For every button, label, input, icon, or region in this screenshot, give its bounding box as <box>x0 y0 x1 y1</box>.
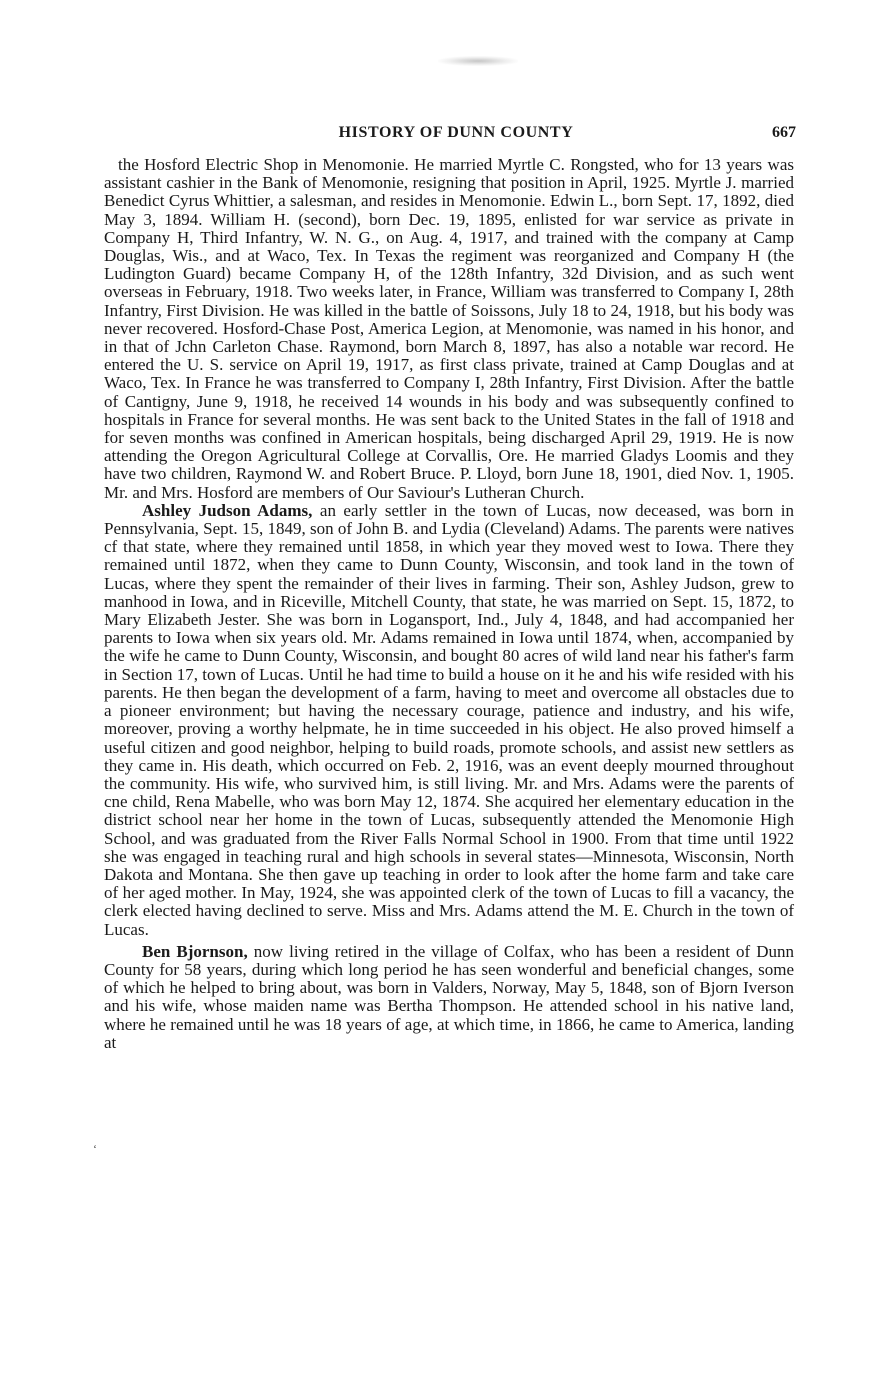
paragraph-text: an early settler in the town of Lucas, now deceased, was born in Pennsylvania, Sept. 15, 1849, son of John B. and Lydia (Cleveland) Adams. The parents were natives cf that state, where they remained until 1858, in which year they moved west to Iowa. There they remained until 1872, when they came to Dunn County, Wisconsin, and took land in the town of Lucas, where they spent the remainder of their lives in farming. Their son, Ashley Judson, grew to manhood in Iowa, and in Riceville, Mitchell County, that state, he was married on Sept. 15, 1872, to Mary Elizabeth Jester. She was born in Logansport, Ind., July 4, 1848, and had accompanied her parents to Iowa when six years old. Mr. Adams remained in Iowa until 1874, when, accompanied by the wife he came to Dunn County, Wisconsin, and bought 80 acres of wild land near his father's farm in Section 17, town of Lucas. Until he had time to build a house on it he and his wife resided with his parents. He then began the development of a farm, having to meet and overcome all obstacles due to a pioneer environment; but having the necessary courage, patience and industry, and his wife, moreover, proving a worthy helpmate, he in time succeeded in his object. He also proved himself a useful citizen and good neighbor, helping to build roads, promote schools, and assist new settlers as they came in. His death, which occurred on Feb. 2, 1916, was an event deeply mourned throughout the community. His wife, who survived him, is still living. Mr. and Mrs. Adams were the parents of cne child, Rena Mabelle, who was born May 12, 1874. She acquired her elementary education in the district school near her home in the town of Lucas, subsequently attended the Menomonie High School, and was graduated from the River Falls Normal School in 1900. From that time until 1922 she was engaged in teaching rural and high schools in several states—Minnesota, Wisconsin, North Dakota and Montana. She then gave up teaching in order to look after the home farm and take care of her aged mother. In May, 1924, she was appointed clerk of the town of Lucas to fill a vacancy, the clerk elected having declined to serve. Miss and Mrs. Adams attend the M. E. Church in the town of Lucas. <box>104 500 795 939</box>
body-text <box>104 156 794 1052</box>
entry-ashley-judson-adams <box>104 502 794 939</box>
entry-ben-bjornson <box>104 943 794 1052</box>
paragraph-text: now living retired in the village of Colfax, who has been a resident of Dunn County for 58 years, during which long period he has seen wonderful and beneficial changes, some of which he helped to bring about, was born in Valders, Norway, May 5, 1848, son of Bjorn Iverson and his wife, whose maiden name was Bertha Thompson. He attended school in his native land, where he remained until he was 18 years of age, at which time, in 1866, he came to America, landing at <box>104 941 794 1052</box>
margin-speck: ‘ <box>93 1142 97 1156</box>
running-title: HISTORY OF DUNN COUNTY <box>338 124 574 141</box>
paragraph-text: the Hosford Electric Shop in Menomonie. He married Myrtle C. Rongsted, who for 13 years was assistant cashier in the Bank of Menomonie, resigning that position in April, 1925. Myrtle J. married Benedict Cyrus Whittier, a salesman, and resides in Menomonie. Edwin L., born Sept. 17, 1892, died May 3, 1894. William H. (second), born Dec. 19, 1895, enlisted for war service as private in Company H, Third Infantry, W. N. G., on Aug. 4, 1917, and trained with the company at Camp Douglas, Wis., and at Waco, Tex. In Texas the regiment was reorganized and Company H (the Ludington Guard) became Company H, of the 128th Infantry, 32d Division, and as such went overseas in February, 1918. Two weeks later, in France, William was transferred to Company I, 28th Infantry, First Division. He was killed in the battle of Soissons, July 18 to 24, 1918, but his body was never recovered. Hosford-Chase Post, America Legion, at Menomonie, was named in his honor, and in that of Jchn Carleton Chase. Raymond, born March 8, 1897, has also a notable war record. He entered the U. S. service on April 19, 1917, as first class private, trained at Camp Douglas and at Waco, Tex. In France he was transferred to Company I, 28th Infantry, First Division. After the battle of Cantigny, June 9, 1918, he received 14 wounds in his body and was subsequently confined to hospitals in France for several months. He was sent back to the United States in the fall of 1918 and for seven months was confined in American hospitals, being discharged April 29, 1919. He is now attending the Oregon Agricultural College at Corvallis, Ore. He married Gladys Loomis and they have two children, Raymond W. and Robert Bruce. P. Lloyd, born June 18, 1901, died Nov. 1, 1905. Mr. and Mrs. Hosford are members of Our Saviour's Lutheran Church. <box>104 155 794 502</box>
page-header <box>116 124 796 146</box>
entry-name: Ashley Judson Adams, <box>142 500 313 520</box>
ink-smudge <box>438 56 518 66</box>
entry-name: Ben Bjornson, <box>142 941 248 961</box>
page-number: 667 <box>772 124 796 141</box>
paragraph-hosford-continued <box>104 156 794 502</box>
